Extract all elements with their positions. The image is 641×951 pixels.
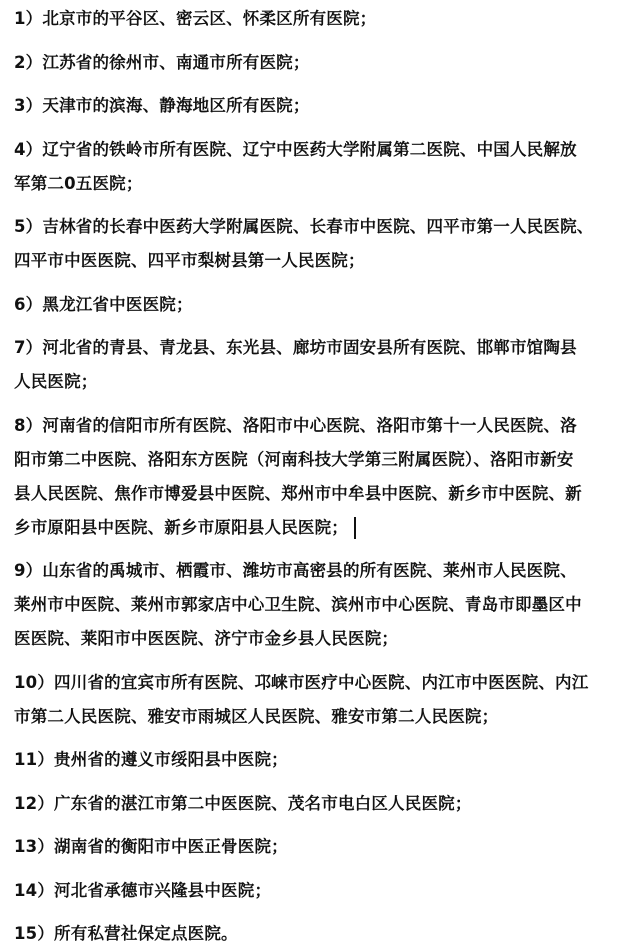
- list-item: [14, 46, 633, 80]
- item-line: 5）吉林省的长春中医药大学附属医院、长春市中医院、四平市第一人民医院、: [14, 217, 594, 236]
- list-item: [14, 917, 633, 951]
- list-item: [14, 2, 633, 36]
- item-line: 莱州市中医院、莱州市郭家店中心卫生院、滨州市中心医院、青岛市即墨区中: [14, 595, 582, 614]
- list-item: [14, 743, 633, 777]
- item-line: 11）贵州省的遵义市绥阳县中医院；: [14, 750, 288, 769]
- item-line: 医医院、莱阳市中医医院、济宁市金乡县人民医院；: [14, 629, 399, 648]
- item-line: 14）河北省承德市兴隆县中医院；: [14, 880, 272, 900]
- item-line: 10）四川省的宜宾市所有医院、邛崃市医疗中心医院、内江市中医医院、内江: [14, 672, 589, 692]
- item-line: 人民医院；: [14, 372, 98, 391]
- list-item: [14, 89, 633, 123]
- item-line: 四平市中医医院、四平市梨树县第一人民医院；: [14, 251, 365, 270]
- item-line: 6）黑龙江省中医医院；: [14, 294, 193, 314]
- item-line: 4）辽宁省的铁岭市所有医院、辽宁中医药大学附属第二医院、中国人民解放: [14, 139, 577, 159]
- text-cursor: [354, 517, 356, 539]
- list-item: [14, 554, 633, 656]
- list-item: [14, 409, 633, 545]
- item-line: 军第二0五医院；: [14, 173, 143, 193]
- list-item: [14, 331, 633, 399]
- list-item: [14, 874, 633, 908]
- item-line: 乡市原阳县中医院、新乡市原阳县人民医院；: [14, 517, 348, 537]
- item-line: 2）江苏省的徐州市、南通市所有医院；: [14, 52, 310, 72]
- item-line: 县人民医院、焦作市博爱县中医院、郑州市中牟县中医院、新乡市中医院、新: [14, 483, 582, 503]
- item-line: 7）河北省的青县、青龙县、东光县、廊坊市固安县所有医院、邯郸市馆陶县: [14, 338, 577, 357]
- item-line: 8）河南省的信阳市所有医院、洛阳市中心医院、洛阳市第十一人民医院、洛: [14, 415, 577, 435]
- list-item: [14, 787, 633, 821]
- list-item: [14, 830, 633, 864]
- list-item: [14, 133, 633, 201]
- item-line: 1）北京市的平谷区、密云区、怀柔区所有医院；: [14, 9, 377, 28]
- item-line: 12）广东省的湛江市第二中医医院、茂名市电白区人民医院；: [14, 793, 472, 813]
- item-line: 市第二人民医院、雅安市雨城区人民医院、雅安市第二人民医院；: [14, 706, 499, 726]
- item-line-with-cursor: [14, 511, 633, 545]
- list-item: [14, 666, 633, 734]
- list-item: [14, 210, 633, 278]
- item-line: 15）所有私营社保定点医院。: [14, 924, 238, 943]
- item-line: 阳市第二中医院、洛阳东方医院（河南科技大学第三附属医院）、洛阳市新安: [14, 449, 574, 469]
- item-line: 9）山东省的禹城市、栖霞市、潍坊市高密县的所有医院、莱州市人民医院、: [14, 561, 577, 580]
- item-line: 3）天津市的滨海、静海地区所有医院；: [14, 96, 310, 115]
- list-item: [14, 288, 633, 322]
- item-line: 13）湖南省的衡阳市中医正骨医院；: [14, 837, 288, 856]
